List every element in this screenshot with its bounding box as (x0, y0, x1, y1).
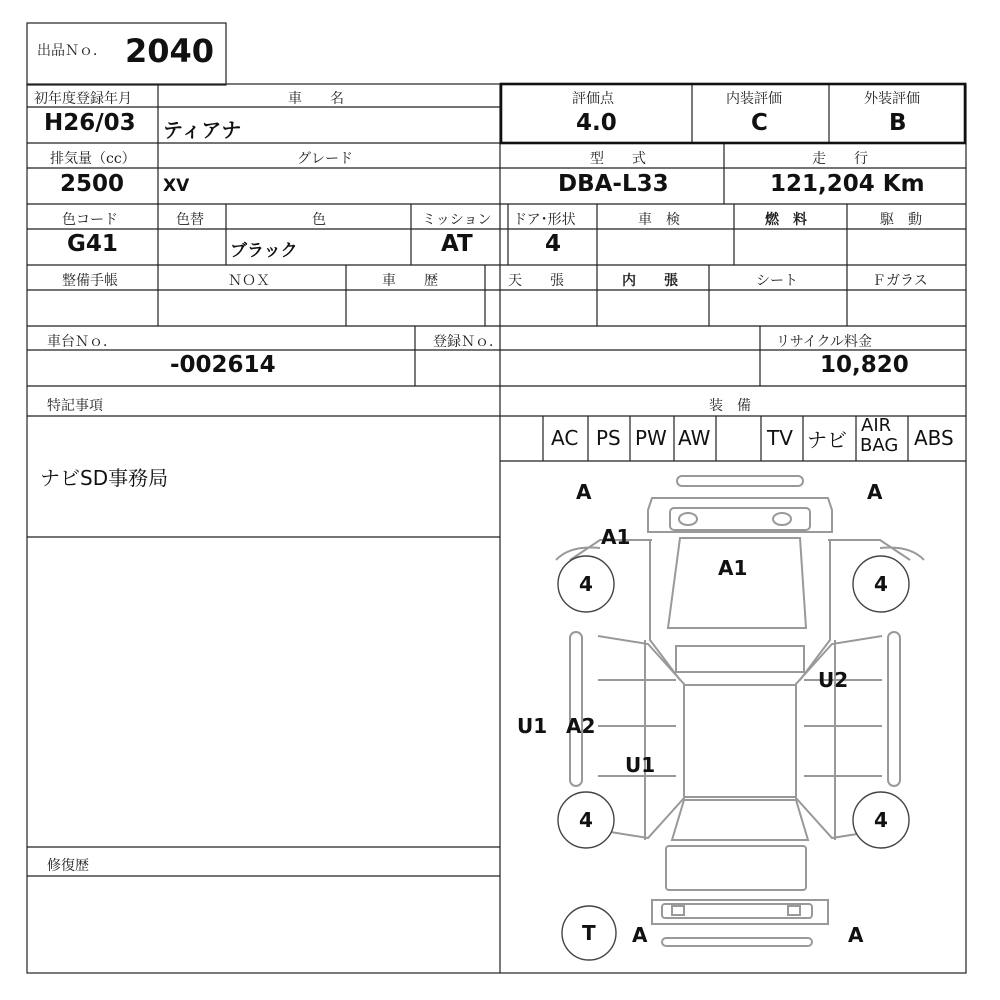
registration-label: 初年度登録年月 (34, 91, 132, 107)
listing-no-value: 2040 (125, 32, 215, 70)
equip-airbag-bottom: BAG (860, 435, 899, 456)
exterior-value: B (889, 110, 907, 136)
mark-left-rear-door: U1 (625, 753, 656, 777)
recycle-value: 10,820 (820, 352, 909, 378)
mark-rear-right-corner: A (848, 923, 864, 947)
color-code-value: G41 (67, 231, 118, 257)
equip-ac: AC (551, 426, 579, 450)
model-value: DBA-L33 (558, 171, 669, 197)
front-glass-label: Ｆガラス (872, 273, 928, 289)
nox-label: ＮＯＸ (228, 273, 270, 289)
displacement-value: 2500 (60, 171, 125, 197)
registration-no-label: 登録Ｎｏ． (433, 334, 503, 350)
roof-lining-label: 天 張 (508, 273, 564, 289)
mark-left-side-rear: U1 (517, 714, 548, 738)
mission-label: ミッション (422, 212, 492, 228)
mark-front-left-corner: A (576, 480, 592, 504)
mark-right-front-door: U2 (818, 668, 849, 692)
equip-aw: AW (678, 426, 711, 450)
tire-front-left: 4 (579, 572, 593, 596)
color-code-label: 色コード (62, 212, 118, 228)
score-label: 評価点 (572, 91, 614, 107)
exterior-label: 外装評価 (864, 91, 920, 107)
seat-label: シート (756, 273, 798, 289)
mark-front-right-corner: A (867, 480, 883, 504)
interior-label: 内装評価 (726, 91, 782, 107)
mileage-value: 121,204 Km (770, 171, 925, 197)
interior-value: C (751, 110, 768, 136)
mark-windshield-left: A1 (601, 525, 631, 549)
tire-rear-right: 4 (874, 808, 888, 832)
equip-pw: PW (635, 426, 667, 450)
door-label: ドア･形状 (513, 212, 576, 228)
notes-text: ナビSD事務局 (40, 466, 169, 490)
drive-label: 駆 動 (880, 212, 922, 228)
color-change-label: 色替 (176, 212, 204, 228)
inner-lining-label: 内 張 (622, 273, 678, 289)
score-value: 4.0 (576, 110, 617, 136)
color-value: ブラック (230, 241, 298, 261)
chassis-label: 車台Ｎｏ． (47, 334, 117, 350)
tire-spare: T (582, 921, 596, 945)
door-value: 4 (545, 231, 562, 257)
car-name-label: 車 名 (288, 91, 344, 107)
mark-rear-left-corner: A (632, 923, 648, 947)
grade-label: グレード (297, 151, 353, 167)
maintenance-label: 整備手帳 (62, 273, 118, 289)
fuel-label: 燃 料 (765, 212, 807, 228)
equip-navi: ナビ (807, 428, 847, 452)
mileage-label: 走 行 (812, 151, 868, 167)
car-history-label: 車 歴 (382, 273, 438, 289)
equipment-label: 装 備 (709, 398, 751, 414)
color-label: 色 (312, 212, 326, 228)
equip-airbag-top: AIR (861, 415, 892, 436)
mark-left-side-door: A2 (566, 714, 596, 738)
inspection-label: 車 検 (638, 212, 680, 228)
displacement-label: 排気量（cc） (50, 151, 136, 167)
mark-windshield-center: A1 (718, 556, 748, 580)
car-name-value: ティアナ (163, 118, 242, 142)
chassis-value: -002614 (170, 352, 276, 378)
grade-value: XV (163, 176, 190, 196)
tire-rear-left: 4 (579, 808, 593, 832)
listing-no-label: 出品Ｎｏ． (37, 43, 107, 59)
repair-history-label: 修復歴 (47, 858, 89, 874)
registration-value: H26/03 (44, 110, 136, 136)
notes-label: 特記事項 (47, 398, 103, 414)
recycle-label: リサイクル料金 (776, 334, 873, 350)
equip-ps: PS (596, 426, 621, 450)
model-label: 型 式 (590, 151, 646, 167)
tire-front-right: 4 (874, 572, 888, 596)
mission-value: AT (441, 231, 473, 257)
equip-tv: TV (767, 426, 793, 450)
equip-abs: ABS (914, 426, 954, 450)
